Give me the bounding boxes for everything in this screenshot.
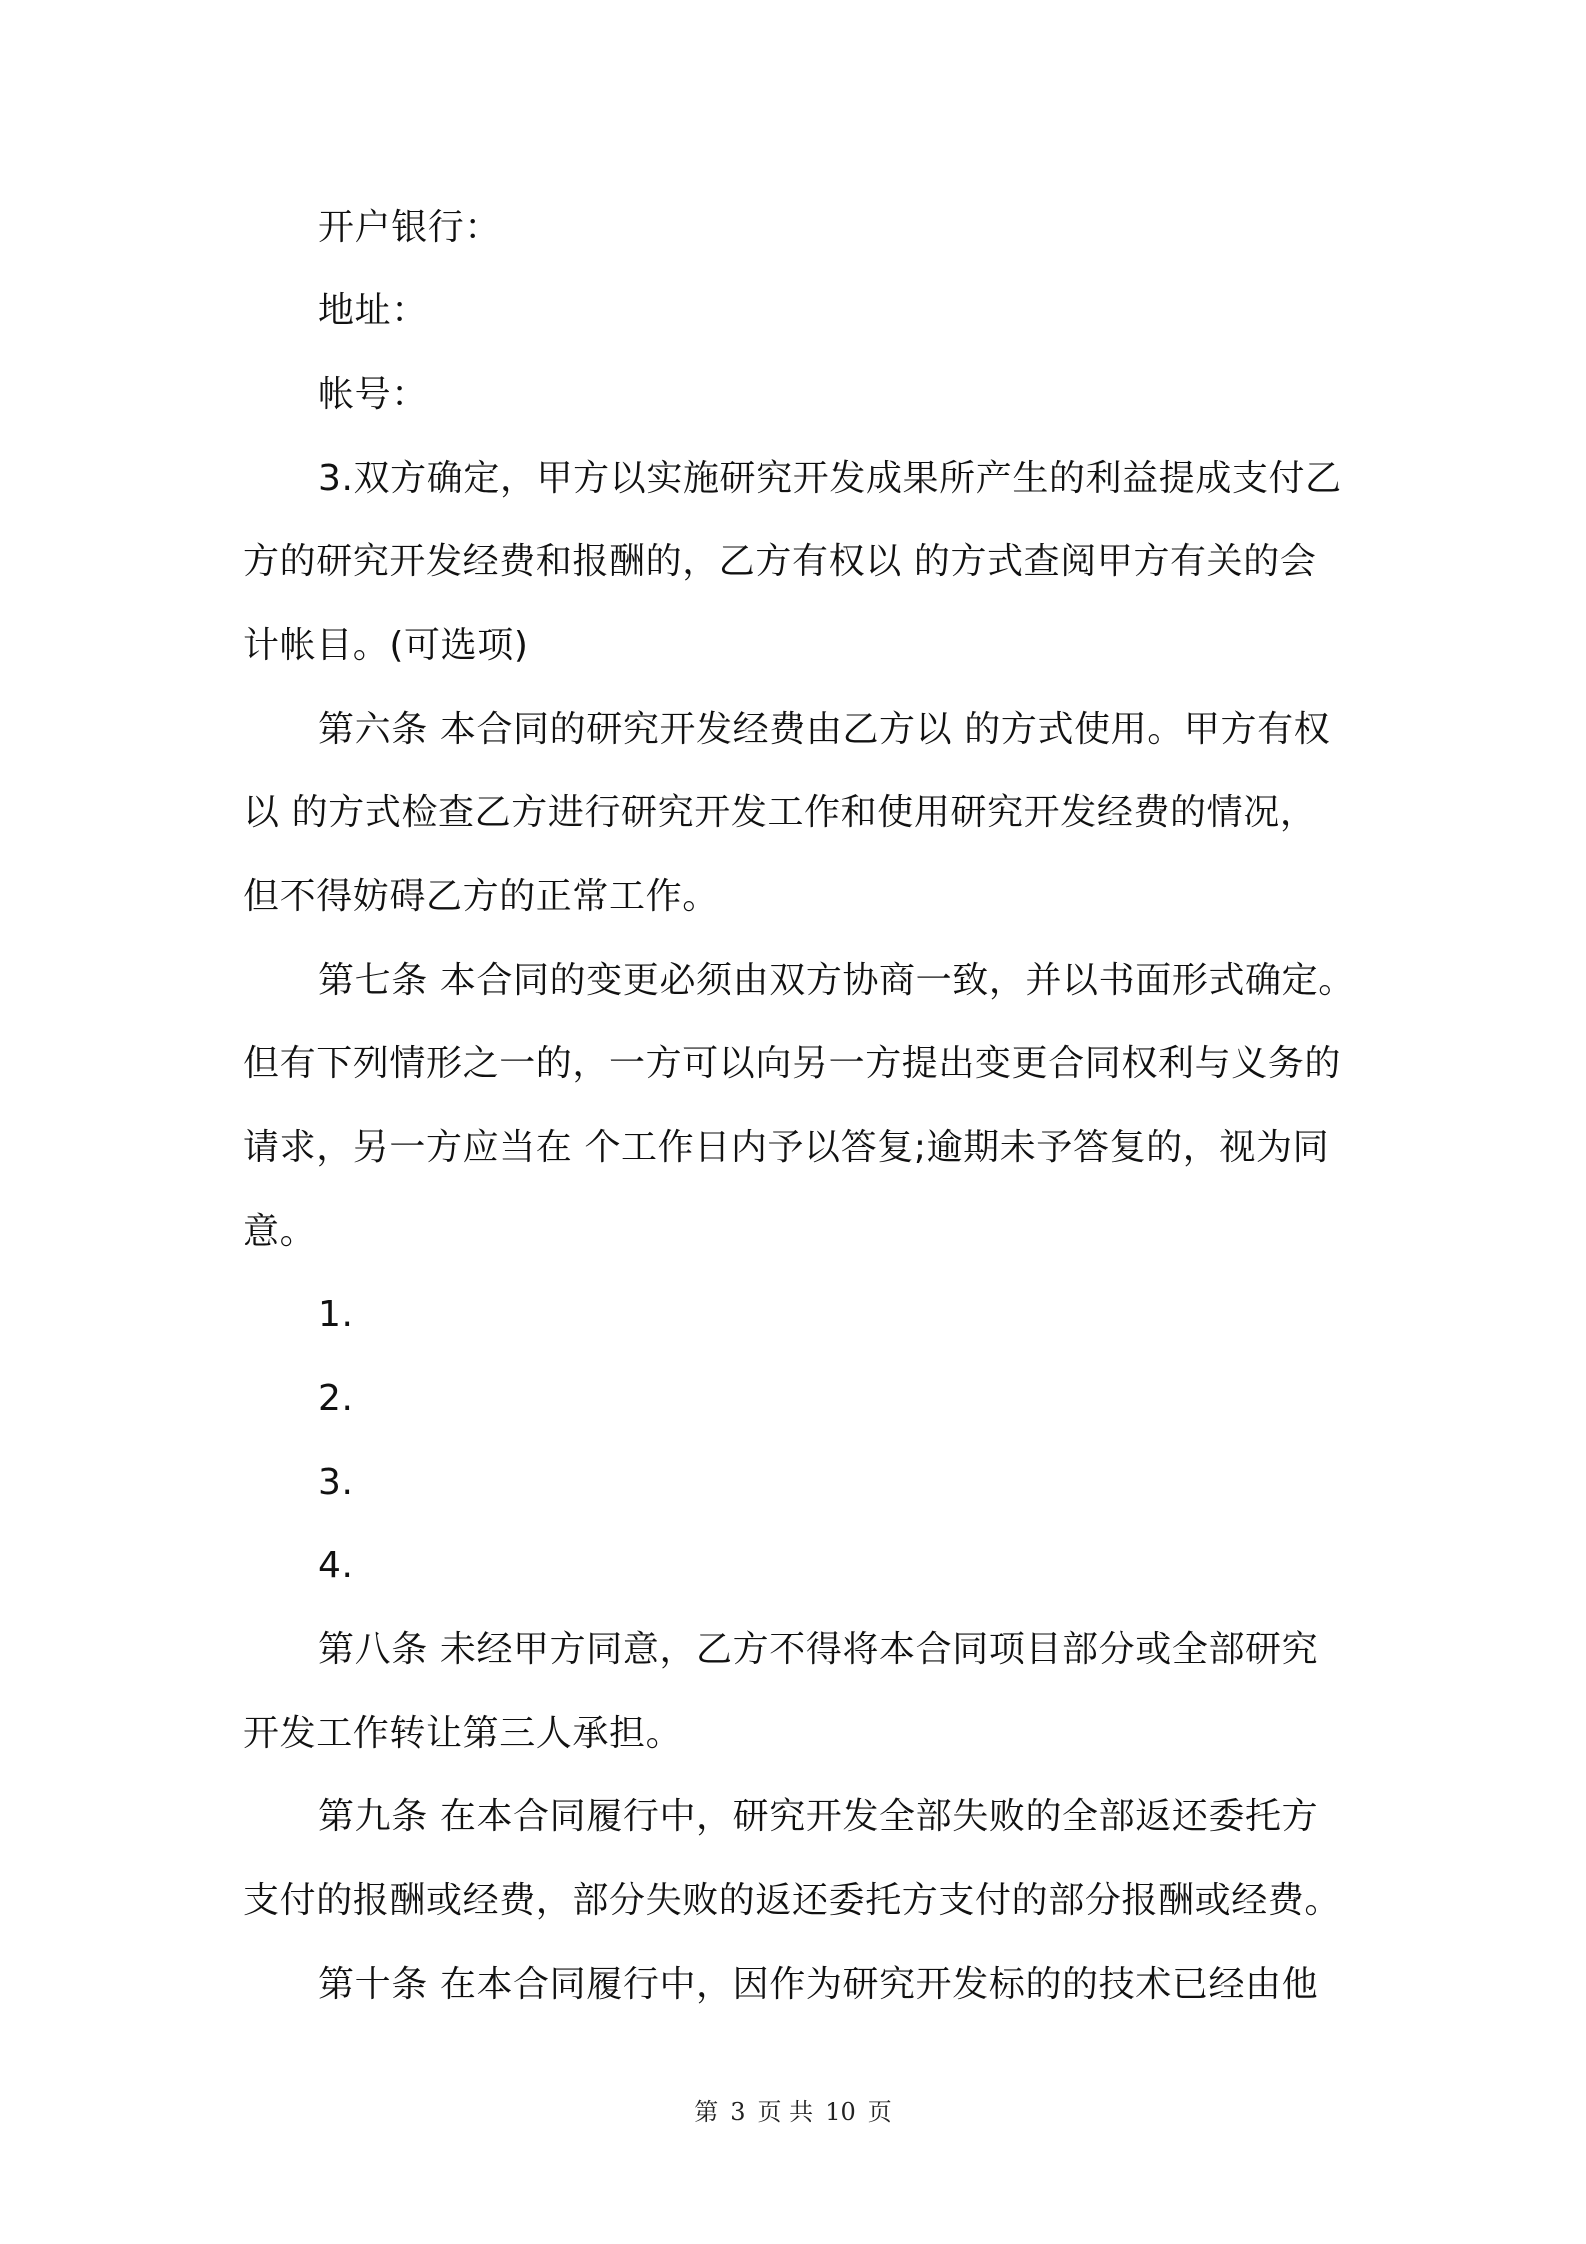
article6-line1: 第六条 本合同的研究开发经费由乙方以 的方式使用。甲方有权 (318, 709, 1331, 750)
clause3-line3: 计帐目。(可选项) (243, 625, 529, 666)
current-page-number: 3 (730, 2098, 746, 2126)
total-page-count: 10 (825, 2098, 856, 2126)
bank-label: 开户银行： (318, 207, 502, 248)
footer-suffix: 页 (867, 2098, 892, 2126)
clause3-line2: 方的研究开发经费和报酬的，乙方有权以 的方式查阅甲方有关的会 (243, 541, 1317, 582)
article7-line1: 第七条 本合同的变更必须由双方协商一致，并以书面形式确定。 (318, 960, 1355, 1001)
list-item: 1. (318, 1294, 354, 1335)
clause3-line1: 3.双方确定，甲方以实施研究开发成果所产生的利益提成支付乙 (318, 458, 1342, 499)
article7-line3: 请求，另一方应当在 个工作日内予以答复;逾期未予答复的，视为同 (243, 1127, 1330, 1168)
list-item: 3. (318, 1462, 354, 1503)
article6-line3: 但不得妨碍乙方的正常工作。 (243, 876, 719, 917)
article9-line1: 第九条 在本合同履行中，研究开发全部失败的全部返还委托方 (318, 1796, 1319, 1837)
article8-line1: 第八条 未经甲方同意，乙方不得将本合同项目部分或全部研究 (318, 1629, 1319, 1670)
list-item: 4. (318, 1545, 354, 1586)
article7-line4: 意。 (243, 1211, 317, 1252)
article8-line2: 开发工作转让第三人承担。 (243, 1713, 683, 1754)
article9-line2: 支付的报酬或经费，部分失败的返还委托方支付的部分报酬或经费。 (243, 1880, 1342, 1921)
address-label: 地址： (318, 290, 428, 331)
footer-prefix: 第 (694, 2098, 719, 2126)
article10-line1: 第十条 在本合同履行中，因作为研究开发标的的技术已经由他 (318, 1964, 1319, 2005)
list-item: 2. (318, 1378, 354, 1419)
footer-mid: 页 共 (757, 2098, 814, 2126)
page-footer (0, 2096, 1586, 2128)
article6-line2: 以 的方式检查乙方进行研究开发工作和使用研究开发经费的情况， (243, 792, 1317, 833)
article7-line2: 但有下列情形之一的，一方可以向另一方提出变更合同权利与义务的 (243, 1043, 1342, 1084)
account-label: 帐号： (318, 374, 428, 415)
